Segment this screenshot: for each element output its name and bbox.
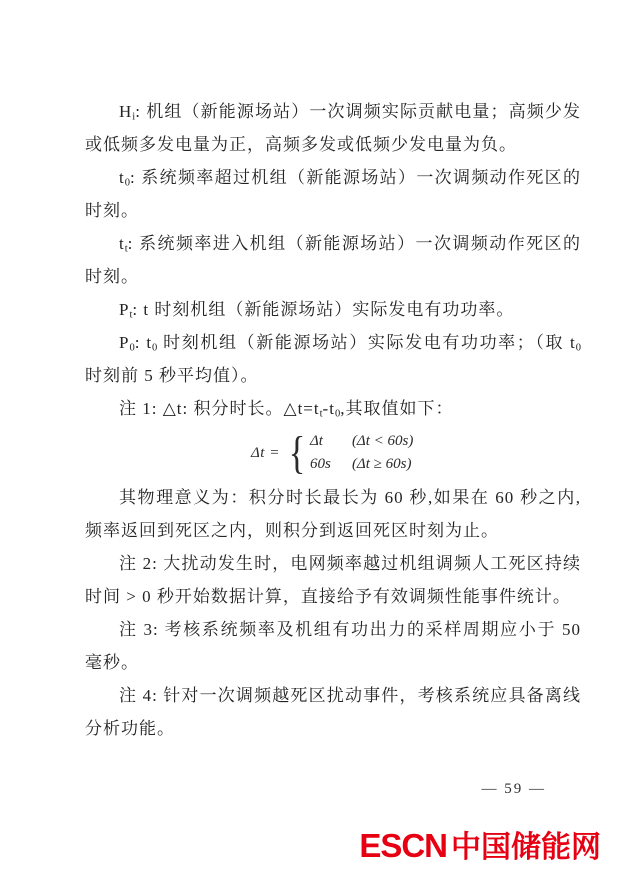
paragraph-def-hi: $H_i$: 机组（新能源场站）一次调频实际贡献电量；高频少发或低频多发电量为正，高频多发或低频少发电量为负。	[85, 102, 581, 154]
formula-case-value: 60s	[309, 456, 331, 472]
paragraph-def-t0: $t_0$: 系统频率超过机组（新能源场站）一次调频动作死区的时刻。	[85, 168, 581, 220]
escn-chinese-name: 中国储能网	[451, 831, 601, 864]
formula-left-brace: {	[288, 427, 306, 478]
paragraph-note-1: 注 1: △t: 积分时长。$\triangle t=t_t-t_0$,其取值如下：	[119, 399, 454, 420]
formula-case-condition: (Δt < 60s)	[351, 433, 414, 449]
paragraph-def-p0: $P_0$: $t_0$ 时刻机组（新能源场站）实际发电有功功率；（取 $t_0$ 时刻前 5 秒平均值）。	[85, 333, 581, 385]
escn-watermark	[359, 822, 601, 866]
paragraph-note-2: 注 2: 大扰动发生时，电网频率越过机组调频人工死区持续时间 > 0 秒开始数据计算，直接给予有效调频性能事件统计。	[85, 554, 581, 606]
paragraph-def-tt: $t_t$: 系统频率进入机组（新能源场站）一次调频动作死区的时刻。	[85, 234, 581, 286]
paragraph-formula-meaning: 其物理意义为：积分时长最长为 60 秒,如果在 60 秒之内,频率返回到死区之内，则积分到返回死区时刻为止。	[85, 488, 581, 540]
paragraph-note-4: 注 4: 针对一次调频越死区扰动事件，考核系统应具备离线分析功能。	[85, 686, 581, 738]
page-number: — 59 —	[481, 781, 546, 797]
formula-case-condition: (Δt ≥ 60s)	[351, 456, 412, 472]
formula-case-row	[310, 453, 413, 476]
formula-lhs: Δt =	[251, 444, 280, 461]
paragraph-def-pt: $P_t$: t 时刻机组（新能源场站）实际发电有功功率。	[119, 300, 515, 321]
formula-case-row	[310, 430, 413, 453]
delta-t-formula	[251, 427, 581, 478]
page-body-text	[85, 95, 581, 745]
formula-case-value: Δt	[309, 433, 323, 449]
escn-logo-text: ESCN	[359, 827, 447, 864]
formula-cases	[310, 430, 413, 476]
paragraph-note-3: 注 3: 考核系统频率及机组有功出力的采样周期应小于 50 毫秒。	[85, 620, 581, 672]
